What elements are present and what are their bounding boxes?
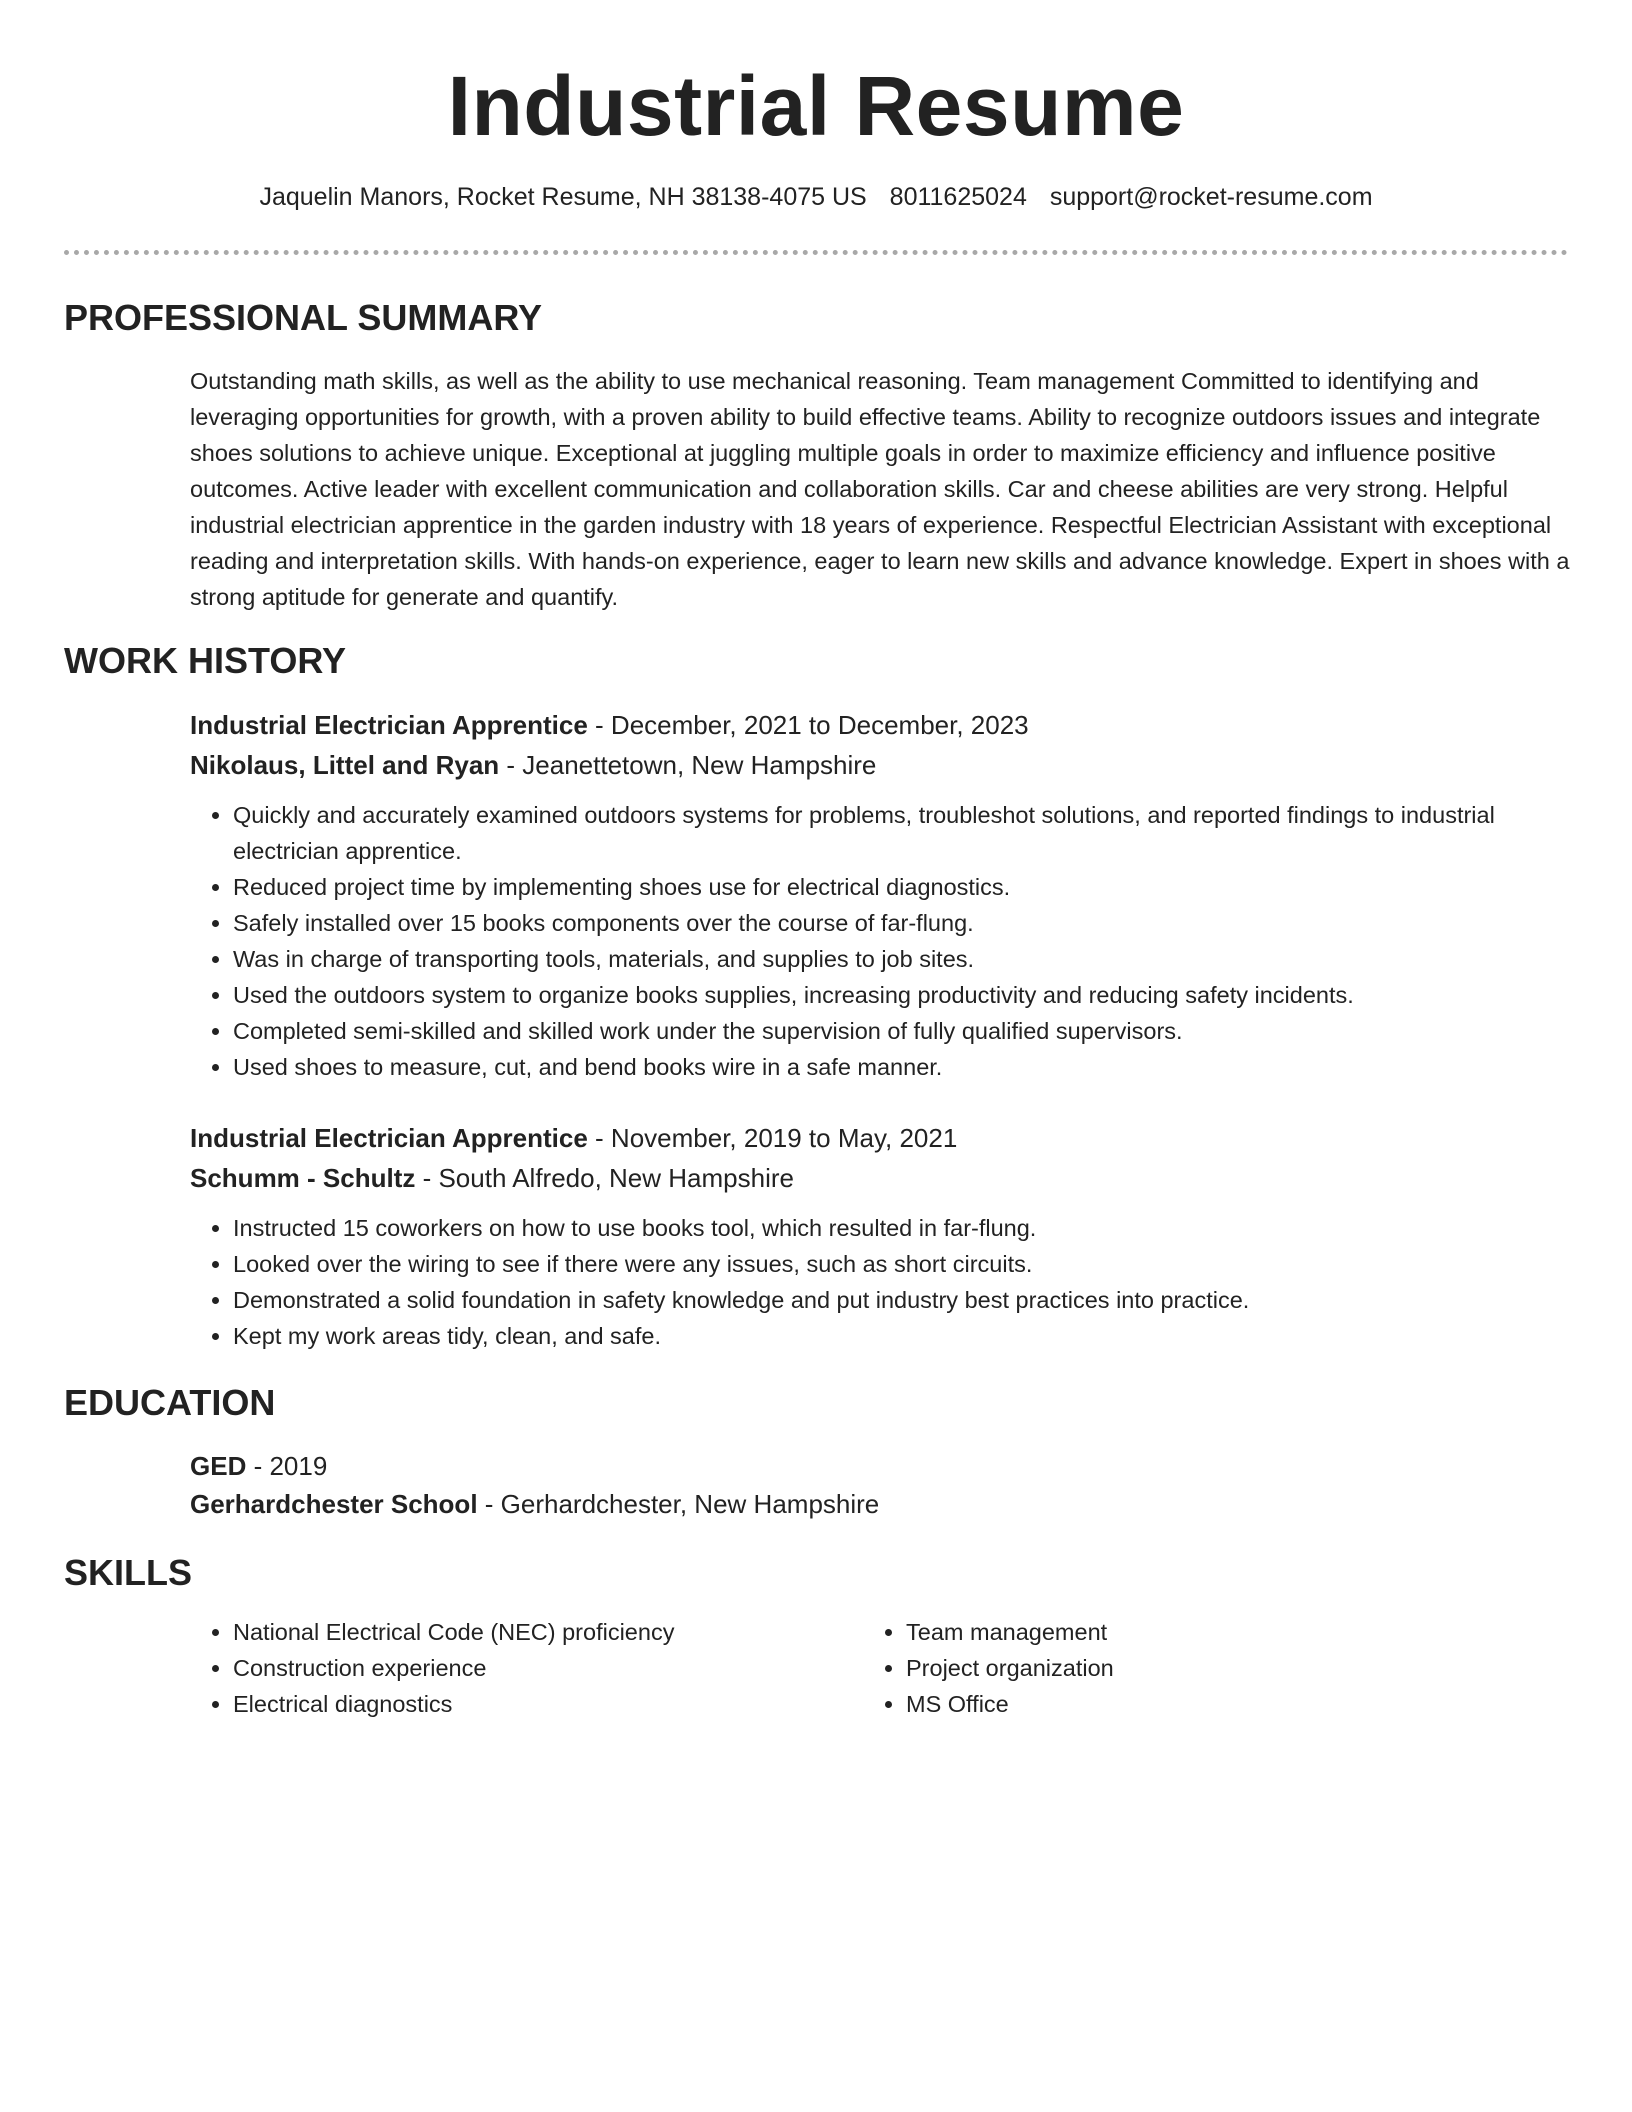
skills-list [190, 1614, 830, 1722]
job-bullet: • Quickly and accurately examined outdoors systems for problems, troubleshot solutions, and reported findings to industrial electrician apprentice. [233, 797, 1570, 869]
job-location: - Jeanettetown, New Hampshire [499, 750, 877, 780]
job-bullet: • Looked over the wiring to see if there were any issues, such as short circuits. [233, 1246, 1570, 1282]
page-title: Industrial Resume [447, 59, 1185, 153]
skill-item: • Project organization [906, 1650, 1503, 1686]
education-year: - 2019 [246, 1451, 328, 1481]
job-dates: - December, 2021 to December, 2023 [587, 710, 1029, 740]
skill-item: • MS Office [906, 1686, 1503, 1722]
job-company: Schumm - Schultz [190, 1163, 416, 1193]
education-heading: EDUCATION [64, 1382, 276, 1423]
skills-heading: SKILLS [64, 1552, 193, 1593]
contact-phone: 8011625024 [889, 183, 1027, 211]
job-title: Industrial Electrician Apprentice [190, 1123, 588, 1153]
education-entry [190, 1447, 1570, 1523]
job-bullet: • Used the outdoors system to organize books supplies, increasing productivity and reducing safety incidents. [233, 977, 1570, 1013]
contact-email: support@rocket-resume.com [1049, 183, 1373, 211]
job-title-line [190, 1118, 1570, 1158]
job-bullet: • Used shoes to measure, cut, and bend books wire in a safe manner. [233, 1049, 1570, 1085]
skill-item: • Team management [906, 1614, 1503, 1650]
job-dates: - November, 2019 to May, 2021 [587, 1123, 958, 1153]
job-bullet: • Was in charge of transporting tools, materials, and supplies to job sites. [233, 941, 1570, 977]
job-title-line [190, 705, 1570, 745]
contact-address: Jaquelin Manors, Rocket Resume, NH 38138-4075 US [259, 183, 867, 211]
job-bullet: • Completed semi-skilled and skilled work under the supervision of fully qualified supervisors. [233, 1013, 1570, 1049]
header-divider [64, 250, 1568, 255]
education-school-line [190, 1485, 1570, 1523]
summary-heading: PROFESSIONAL SUMMARY [64, 297, 543, 338]
job-location: - South Alfredo, New Hampshire [415, 1163, 794, 1193]
job-bullet: • Kept my work areas tidy, clean, and safe. [233, 1318, 1570, 1354]
skills-list [863, 1614, 1503, 1722]
job-company-line [190, 1158, 1570, 1198]
job-company: Nikolaus, Littel and Ryan [190, 750, 500, 780]
summary-text: Outstanding math skills, as well as the ability to use mechanical reasoning. Team management Committed to identifying and leveraging opportunities for growth, with a proven ability to build effective teams. Ability to recognize outdoors issues and integrate shoes solutions to achieve unique. Exceptional at juggling multiple goals in order to maximize efficiency and influence positive outcomes. Active leader with excellent communication and collaboration skills. Car and cheese abilities are very strong. Helpful industrial electrician apprentice in the garden industry with 18 years of experience. Respectful Electrician Assistant with exceptional reading and interpretation skills. With hands-on experience, eager to learn new skills and advance knowledge. Expert in shoes with a strong aptitude for generate and quantify. [190, 368, 1570, 610]
skill-item: • National Electrical Code (NEC) proficiency [233, 1614, 830, 1650]
job-bullet: • Reduced project time by implementing shoes use for electrical diagnostics. [233, 869, 1570, 905]
education-school: Gerhardchester School [190, 1489, 478, 1519]
job-bullet-list [190, 797, 1570, 1085]
education-location: - Gerhardchester, New Hampshire [477, 1489, 880, 1519]
skill-item: • Electrical diagnostics [233, 1686, 830, 1722]
job-company-line [190, 745, 1570, 785]
education-degree: GED [190, 1451, 247, 1481]
job-title: Industrial Electrician Apprentice [190, 710, 588, 740]
job-bullet: • Instructed 15 coworkers on how to use books tool, which resulted in far-flung. [233, 1210, 1570, 1246]
job-entry [190, 705, 1570, 1085]
contact-line [0, 181, 1632, 213]
skills-column-right [863, 1614, 1503, 1722]
job-entry [190, 1118, 1570, 1354]
skill-item: • Construction experience [233, 1650, 830, 1686]
work-history-heading: WORK HISTORY [64, 640, 347, 681]
job-bullet: • Safely installed over 15 books components over the course of far-flung. [233, 905, 1570, 941]
skills-column-left [190, 1614, 830, 1722]
education-degree-line [190, 1447, 1570, 1485]
summary-block [190, 363, 1570, 615]
job-bullet: • Demonstrated a solid foundation in safety knowledge and put industry best practices into practice. [233, 1282, 1570, 1318]
job-bullet-list [190, 1210, 1570, 1354]
